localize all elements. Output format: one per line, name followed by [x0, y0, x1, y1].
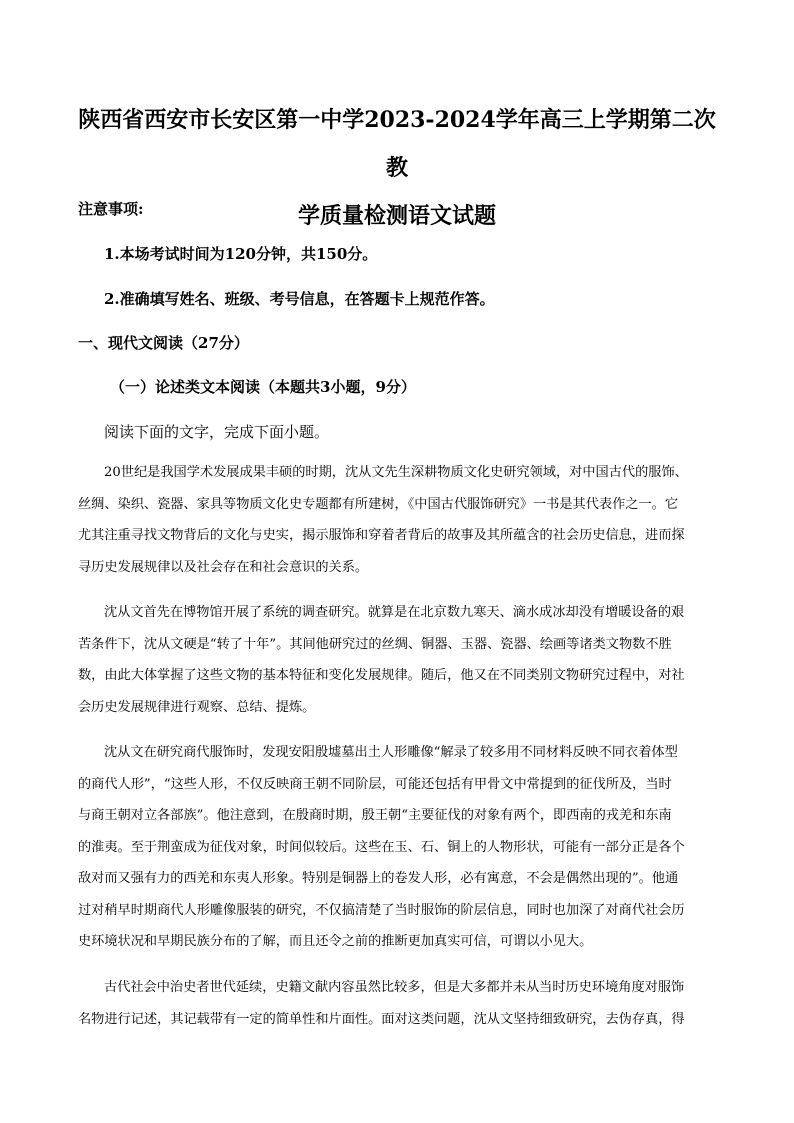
passage-line: 寻历史发展规律以及社会存在和社会意识的关系。	[78, 559, 369, 575]
reading-instruction: 阅读下面的文字，完成下面小题。	[104, 423, 330, 441]
passage-line: 的商代人形”，“这些人形，不仅反映商王朝不同阶层，可能还包括有甲骨文中常提到的征伐所及，当时	[78, 776, 672, 792]
document-title	[72, 96, 722, 240]
notice-heading: 注意事项:	[78, 200, 144, 218]
subsection-heading: （一）论述类文本阅读（本题共3小题，9分）	[110, 378, 416, 396]
passage-paragraph-4	[78, 972, 716, 1035]
passage-line: 沈从文在研究商代服饰时，发现安阳殷墟墓出土人形雕像“解录了较多用不同材料反映不同衣着体型	[104, 745, 678, 760]
passage-line: 数，由此大体掌握了这些文物的基本特征和变化发展规律。随后，他又在不同类别文物研究过程中，对社	[78, 668, 685, 683]
title-line-1: 陕西省西安市长安区第一中学2023-2024学年高三上学期第二次教	[78, 107, 716, 181]
passage-line: 名物进行记述，其记载带有一定的简单性和片面性。面对这类问题，沈从文坚持细致研究，去伪存真，得	[78, 1011, 685, 1027]
passage-line: 苦条件下，沈从文硬是“转了十年”。其间他研究过的丝绸、铜器、玉器、瓷器、绘画等诸类文物数不胜	[78, 636, 672, 652]
title-line-2: 学质量检测语文试题	[297, 203, 496, 229]
passage-line: 20世纪是我国学术发展成果丰硕的时期，沈从文先生深耕物质文化史研究领域，对中国古代的服饰、	[104, 465, 688, 480]
passage-paragraph-2	[78, 597, 716, 723]
passage-line: 古代社会中治史者世代延续，史籍文献内容虽然比较多，但是大多都并未从当时历史环境角度对服饰	[104, 980, 685, 995]
passage-line: 尤其注重寻找文物背后的文化与史实，揭示服饰和穿着者背后的故事及其所蕴含的社会历史信息，进而探	[78, 528, 685, 543]
passage-line: 沈从文首先在博物馆开展了系统的调查研究。就算是在北京数九寒天、滴水成冰却没有增暖设备的艰	[104, 605, 685, 620]
passage-paragraph-1	[78, 457, 716, 583]
passage-line: 与商王朝对立各部族”。他注意到，在殷商时期，殷王朝“主要征伐的对象有两个，即西南的戎羌和东南	[78, 808, 672, 823]
notice-item-2: 2.准确填写姓名、班级、考号信息，在答题卡上规范作答。	[104, 290, 495, 308]
section-heading: 一、现代文阅读（27分）	[78, 334, 249, 352]
passage-paragraph-3	[78, 737, 716, 958]
passage-line: 过对稍早时期商代人形雕像服装的研究，不仅搞清楚了当时服饰的阶层信息，同时也加深了对商代社会历	[78, 902, 685, 918]
notice-item-1: 1.本场考试时间为120分钟，共150分。	[104, 245, 378, 263]
passage-line: 史环境状况和早期民族分布的了解，而且还令之前的推断更加真实可信，可谓以小见大。	[78, 934, 593, 949]
passage-line: 敌对而又强有力的西羌和东夷人形象。特别是铜器上的卷发人形，必有寓意，不会是偶然出现的”。他通	[78, 871, 679, 886]
passage-line: 的淮夷。至于荆蛮成为征伐对象，时间似较后。这些在玉、石、铜上的人物形状，可能有一部分正是各个	[78, 839, 685, 855]
passage-line: 丝绸、染织、瓷器、家具等物质文化史专题都有所建树，《中国古代服饰研究》一书是其代表作之一。它	[78, 496, 679, 512]
passage-line: 会历史发展规律进行观察、总结、提炼。	[78, 699, 316, 715]
